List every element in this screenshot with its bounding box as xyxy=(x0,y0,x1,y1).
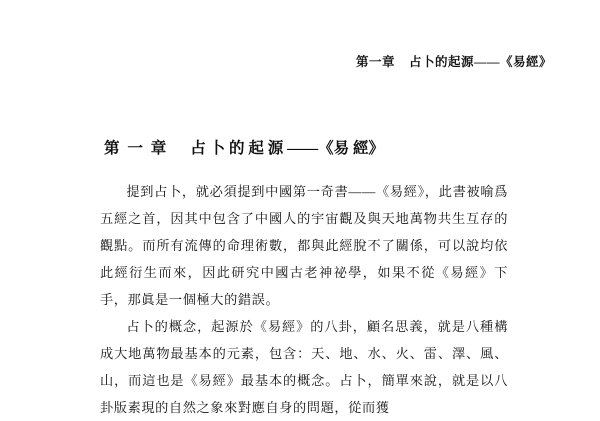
running-header xyxy=(356,52,552,70)
chapter-heading-number: 第 一 章 xyxy=(104,140,169,157)
chapter-heading-title: 占 卜 的 起 源 ——《易 經》 xyxy=(190,140,385,157)
running-header-chapter-label: 第一章 xyxy=(355,55,395,69)
running-header-title: 占卜的起源——《易經》 xyxy=(408,55,552,69)
paragraph: 提到占卜，就必須提到中國第一奇書——《易經》，此書被喻爲五經之首，因其中包含了中國人的宇宙觀及與天地萬物共生互存的觀點。而所有流傳的命理術數，都與此經脫不了關係，可以說均依此經衍生而來，因此研究中國古老神祕學，如果不從《易經》下手，那眞是一個極大的錯誤。 xyxy=(100,184,508,307)
paragraph: 占卜的概念，起源於《易經》的八卦，顧名思義，就是八種構成大地萬物最基本的元素，包含：天、地、水、火、雷、澤、風、山，而這也是《易經》最基本的概念。占卜，簡單來說，就是以八卦版素現的自然之象來對應自身的問題，從而獲 xyxy=(100,319,508,415)
body-text xyxy=(100,178,508,421)
chapter-heading xyxy=(104,136,384,158)
